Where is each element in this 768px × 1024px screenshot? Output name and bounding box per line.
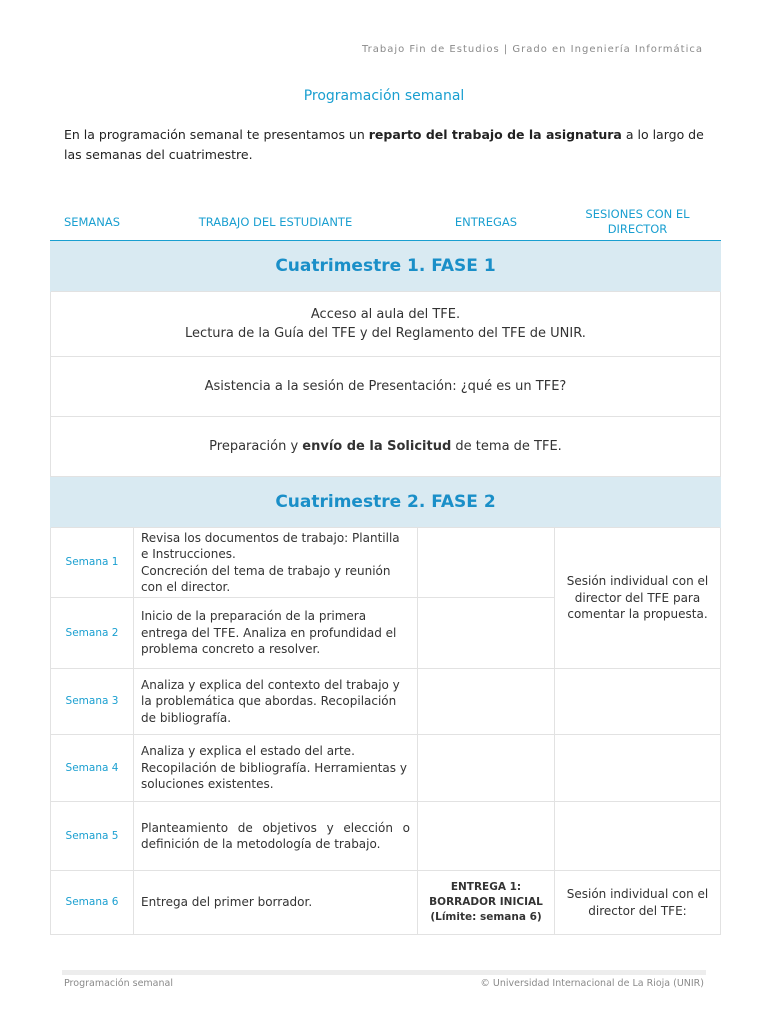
director-session: Sesión individual con el director del TFE para comentar la propuesta. [555,528,721,669]
table-row [51,735,721,802]
delivery [418,528,555,598]
phase-1-task-row [51,417,721,477]
header-weeks: SEMANAS [51,204,134,241]
table-header-row [51,204,721,241]
director-session [555,669,721,735]
table-row [51,528,721,598]
delivery [418,669,555,735]
intro-text-before: En la programación semanal te presentamos un [64,127,369,142]
table-row [51,802,721,871]
header-student-work: TRABAJO DEL ESTUDIANTE [134,204,418,241]
week-label: Semana 5 [51,802,134,871]
task-text: Preparación y [209,439,303,454]
phase-1-task-row [51,292,721,357]
student-work: Analiza y explica el estado del arte. Recopilación de bibliografía. Herramientas y soluciones existentes. [134,735,418,802]
delivery [418,598,555,669]
task-text-bold: envío de la Solicitud [302,439,452,454]
week-label: Semana 3 [51,669,134,735]
phase-2-row [51,477,721,528]
director-session [555,802,721,871]
week-label: Semana 2 [51,598,134,669]
phase-1-task-session: Asistencia a la sesión de Presentación: ¿qué es un TFE? [51,357,721,417]
student-work: Inicio de la preparación de la primera entrega del TFE. Analiza en profundidad el problema concreto a resolver. [134,598,418,669]
footer-divider [62,970,706,975]
header-deliveries: ENTREGAS [418,204,555,241]
task-text: de tema de TFE. [451,439,562,454]
phase-2-title: Cuatrimestre 2. FASE 2 [51,477,721,528]
phase-1-task-line: Lectura de la Guía del TFE y del Reglamento del TFE de UNIR. [185,326,586,341]
week-label: Semana 6 [51,871,134,935]
student-work: Analiza y explica del contexto del trabajo y la problemática que abordas. Recopilación de bibliografía. [134,669,418,735]
phase-1-row [51,241,721,292]
director-session: Sesión individual con el director del TFE: [555,871,721,935]
phase-1-title: Cuatrimestre 1. FASE 1 [51,241,721,292]
student-work: Planteamiento de objetivos y elección o definición de la metodología de trabajo. [134,802,418,871]
weekly-schedule-table [50,204,721,935]
intro-text-after: a lo largo de las semanas del cuatrimestre. [64,127,704,162]
intro-paragraph [64,125,704,165]
delivery [418,735,555,802]
phase-1-task-line: Acceso al aula del TFE. [310,307,461,322]
footer-section-title: Programación semanal [64,978,173,989]
director-session [555,735,721,802]
intro-text-bold: reparto del trabajo de la asignatura [368,127,622,142]
phase-1-task-row [51,357,721,417]
delivery: ENTREGA 1: BORRADOR INICIAL (Límite: semana 6) [418,871,555,935]
week-label: Semana 4 [51,735,134,802]
header-doc-title: Trabajo Fin de Estudios | Grado en Ingeniería Informática [361,44,703,55]
phase-1-task-request [51,417,721,477]
student-work: Entrega del primer borrador. [134,871,418,935]
page-title: Programación semanal [303,88,465,104]
header-director-sessions: SESIONES CON EL DIRECTOR [555,204,721,241]
phase-1-task-access [51,292,721,357]
table-row [51,871,721,935]
footer-copyright: © Universidad Internacional de La Rioja (UNIR) [480,978,704,989]
table-row [51,669,721,735]
week-label: Semana 1 [51,528,134,598]
delivery [418,802,555,871]
student-work: Revisa los documentos de trabajo: Plantilla e Instrucciones. Concreción del tema de trabajo y reunión con el director. [134,528,418,598]
